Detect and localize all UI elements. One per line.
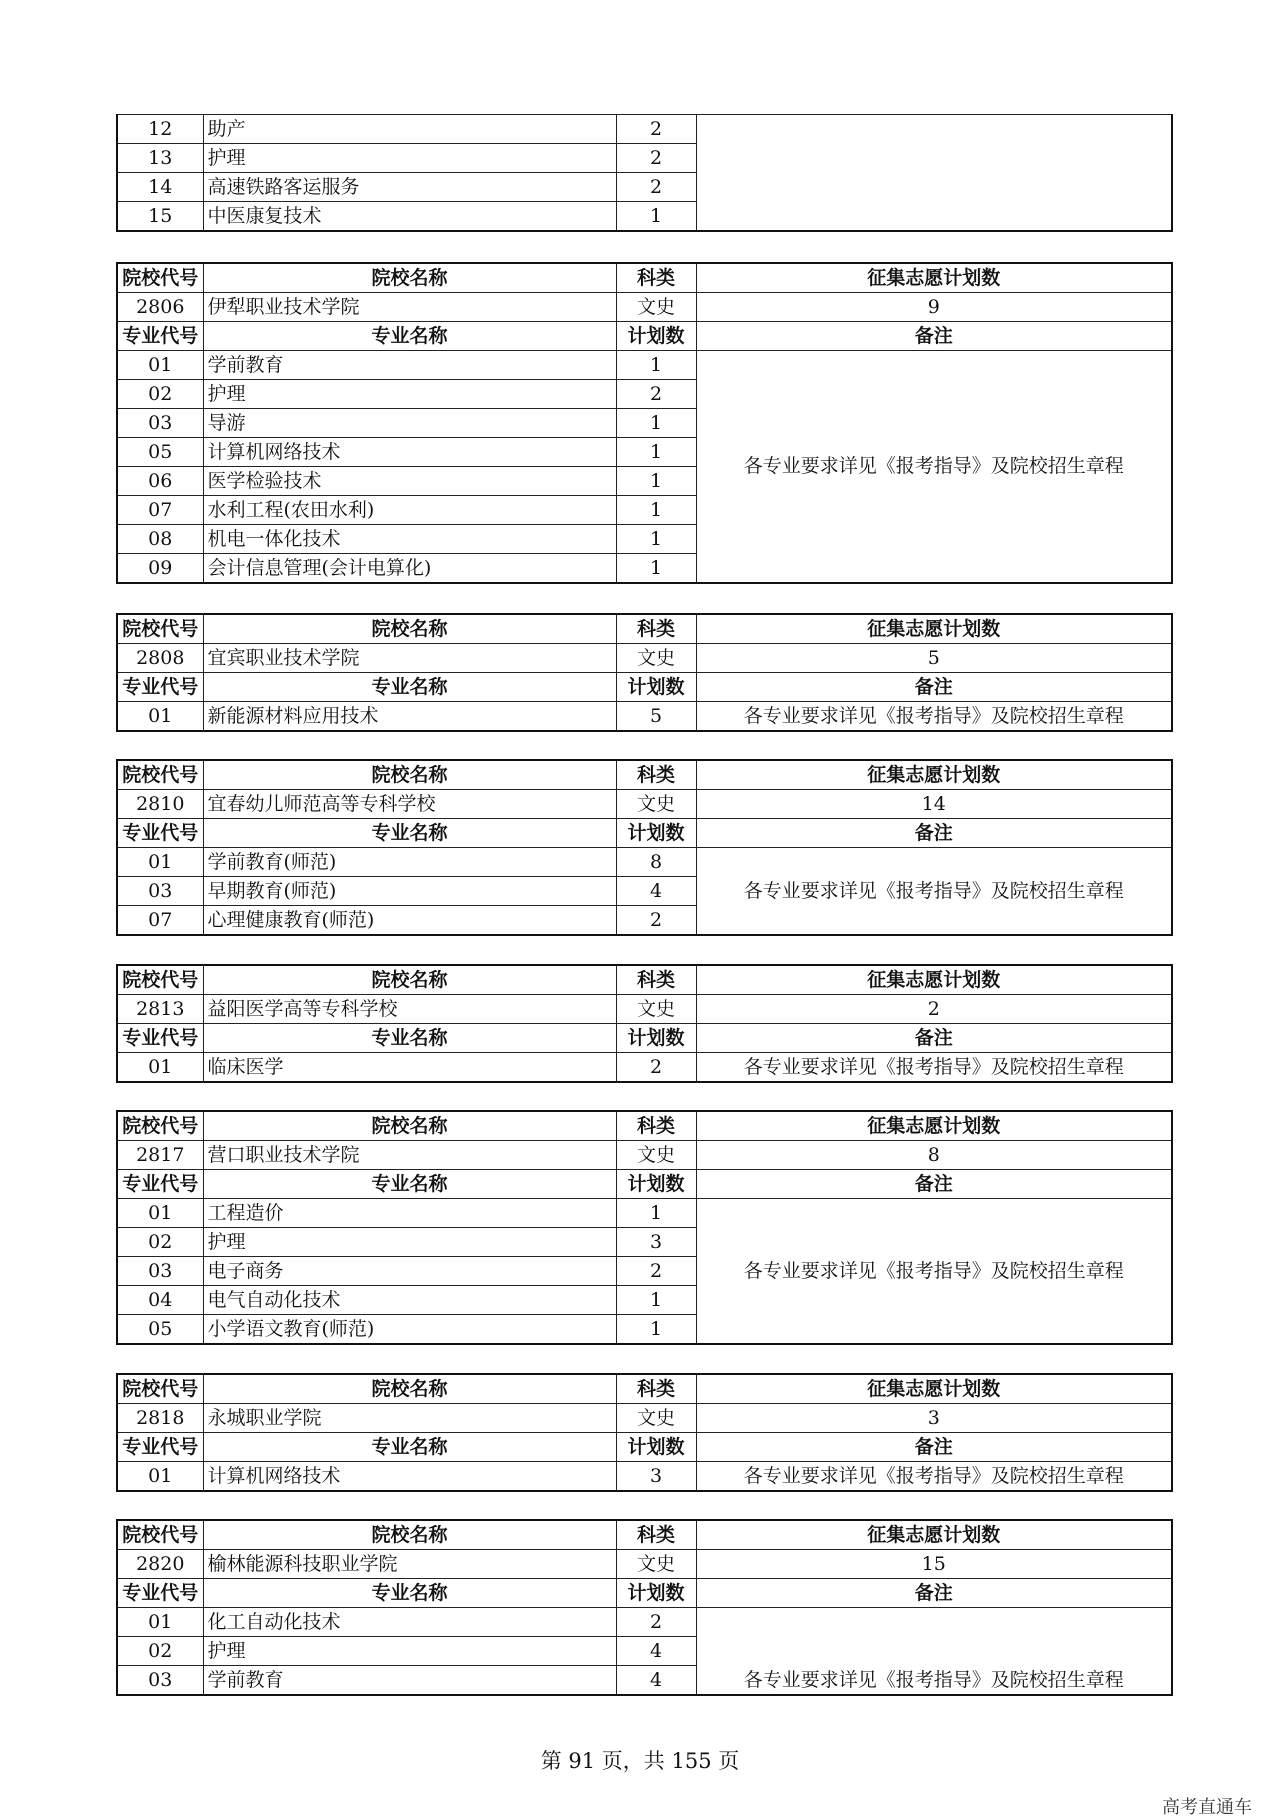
school-info-row <box>117 1404 1172 1433</box>
major-code-cell: 09 <box>117 554 203 584</box>
plan-count-header: 计划数 <box>616 1024 696 1053</box>
school-name-header: 院校名称 <box>203 614 616 644</box>
school-header-row <box>117 614 1172 644</box>
category-cell: 文史 <box>616 1141 696 1170</box>
plan-count-cell: 1 <box>616 351 696 380</box>
school-name-header: 院校名称 <box>203 760 616 790</box>
plan-total-cell: 14 <box>696 790 1172 819</box>
plan-count-header: 计划数 <box>616 819 696 848</box>
category-cell: 文史 <box>616 644 696 673</box>
major-name-cell: 临床医学 <box>203 1053 616 1083</box>
remark-cell: 各专业要求详见《报考指导》及院校招生章程 <box>696 1053 1172 1083</box>
school-header-row <box>117 263 1172 293</box>
plan-count-cell: 2 <box>616 1257 696 1286</box>
major-code-cell: 01 <box>117 1608 203 1637</box>
category-cell: 文史 <box>616 1550 696 1579</box>
major-name-header: 专业名称 <box>203 322 616 351</box>
remark-cell: 各专业要求详见《报考指导》及院校招生章程 <box>696 848 1172 936</box>
table-row <box>117 1199 1172 1228</box>
remark-cell: 各专业要求详见《报考指导》及院校招生章程 <box>696 351 1172 584</box>
plan-count-cell: 1 <box>616 202 696 232</box>
remark-cell: 各专业要求详见《报考指导》及院校招生章程 <box>696 1462 1172 1492</box>
major-name-cell: 水利工程(农田水利) <box>203 496 616 525</box>
plan-count-cell: 1 <box>616 554 696 584</box>
major-name-cell: 会计信息管理(会计电算化) <box>203 554 616 584</box>
major-name-cell: 中医康复技术 <box>203 202 616 232</box>
plan-count-cell: 2 <box>616 115 696 144</box>
school-info-row <box>117 790 1172 819</box>
major-code-cell: 03 <box>117 1666 203 1696</box>
plan-total-cell: 3 <box>696 1404 1172 1433</box>
table-row <box>117 702 1172 732</box>
major-code-cell: 03 <box>117 1257 203 1286</box>
school-name-header: 院校名称 <box>203 1374 616 1404</box>
school-code-cell: 2808 <box>117 644 203 673</box>
school-code-cell: 2817 <box>117 1141 203 1170</box>
plan-count-cell: 4 <box>616 1666 696 1696</box>
school-name-cell: 营口职业技术学院 <box>203 1141 616 1170</box>
continued-major-table <box>116 114 1173 232</box>
remark-header: 备注 <box>696 819 1172 848</box>
category-header: 科类 <box>616 263 696 293</box>
plan-count-cell: 2 <box>616 173 696 202</box>
major-name-cell: 护理 <box>203 380 616 409</box>
plan-count-cell: 5 <box>616 702 696 732</box>
school-code-header: 院校代号 <box>117 1374 203 1404</box>
remark-header: 备注 <box>696 322 1172 351</box>
school-code-cell: 2818 <box>117 1404 203 1433</box>
category-header: 科类 <box>616 965 696 995</box>
remark-cell: 各专业要求详见《报考指导》及院校招生章程 <box>696 1608 1172 1696</box>
major-code-cell: 05 <box>117 1315 203 1345</box>
major-code-cell: 03 <box>117 877 203 906</box>
major-code-cell: 05 <box>117 438 203 467</box>
major-code-cell: 03 <box>117 409 203 438</box>
major-code-cell: 15 <box>117 202 203 232</box>
major-name-cell: 电气自动化技术 <box>203 1286 616 1315</box>
major-header-row <box>117 819 1172 848</box>
major-code-cell: 08 <box>117 525 203 554</box>
school-info-row <box>117 995 1172 1024</box>
major-code-header: 专业代号 <box>117 673 203 702</box>
major-name-cell: 助产 <box>203 115 616 144</box>
major-name-cell: 护理 <box>203 144 616 173</box>
school-code-header: 院校代号 <box>117 760 203 790</box>
major-code-cell: 02 <box>117 1228 203 1257</box>
major-code-cell: 01 <box>117 702 203 732</box>
school-info-row <box>117 644 1172 673</box>
school-header-row <box>117 1374 1172 1404</box>
major-code-cell: 04 <box>117 1286 203 1315</box>
major-name-cell: 计算机网络技术 <box>203 1462 616 1492</box>
school-table <box>116 759 1173 936</box>
major-code-cell: 01 <box>117 848 203 877</box>
watermark: 高考直通车 <box>1162 1797 1252 1818</box>
school-name-cell: 宜春幼儿师范高等专科学校 <box>203 790 616 819</box>
plan-count-cell: 8 <box>616 848 696 877</box>
plan-total-header: 征集志愿计划数 <box>696 1374 1172 1404</box>
school-name-cell: 榆林能源科技职业学院 <box>203 1550 616 1579</box>
major-code-header: 专业代号 <box>117 1170 203 1199</box>
remark-header: 备注 <box>696 1024 1172 1053</box>
major-code-cell: 07 <box>117 906 203 936</box>
major-name-cell: 导游 <box>203 409 616 438</box>
major-code-header: 专业代号 <box>117 819 203 848</box>
plan-count-cell: 2 <box>616 1053 696 1083</box>
school-code-header: 院校代号 <box>117 1520 203 1550</box>
major-name-cell: 医学检验技术 <box>203 467 616 496</box>
plan-count-cell: 1 <box>616 467 696 496</box>
major-name-cell: 机电一体化技术 <box>203 525 616 554</box>
school-name-header: 院校名称 <box>203 1111 616 1141</box>
category-header: 科类 <box>616 614 696 644</box>
plan-count-cell: 1 <box>616 1315 696 1345</box>
major-name-header: 专业名称 <box>203 1170 616 1199</box>
major-name-cell: 新能源材料应用技术 <box>203 702 616 732</box>
plan-total-cell: 5 <box>696 644 1172 673</box>
plan-total-cell: 9 <box>696 293 1172 322</box>
plan-count-cell: 1 <box>616 1199 696 1228</box>
major-name-header: 专业名称 <box>203 1024 616 1053</box>
school-code-header: 院校代号 <box>117 965 203 995</box>
major-name-header: 专业名称 <box>203 1433 616 1462</box>
school-header-row <box>117 760 1172 790</box>
major-code-header: 专业代号 <box>117 1433 203 1462</box>
school-table <box>116 1373 1173 1492</box>
major-name-cell: 学前教育 <box>203 1666 616 1696</box>
major-code-header: 专业代号 <box>117 1579 203 1608</box>
category-cell: 文史 <box>616 790 696 819</box>
major-name-cell: 高速铁路客运服务 <box>203 173 616 202</box>
school-code-cell: 2813 <box>117 995 203 1024</box>
school-code-cell: 2806 <box>117 293 203 322</box>
school-header-row <box>117 1111 1172 1141</box>
major-name-cell: 工程造价 <box>203 1199 616 1228</box>
school-table <box>116 262 1173 584</box>
table-row <box>117 1462 1172 1492</box>
major-code-cell: 13 <box>117 144 203 173</box>
major-code-cell: 01 <box>117 351 203 380</box>
school-header-row <box>117 1520 1172 1550</box>
plan-count-header: 计划数 <box>616 673 696 702</box>
school-code-header: 院校代号 <box>117 263 203 293</box>
major-name-header: 专业名称 <box>203 673 616 702</box>
table-row <box>117 848 1172 877</box>
category-header: 科类 <box>616 1111 696 1141</box>
plan-count-cell: 1 <box>616 438 696 467</box>
major-header-row <box>117 1433 1172 1462</box>
major-code-cell: 02 <box>117 380 203 409</box>
major-name-cell: 学前教育 <box>203 351 616 380</box>
table-row <box>117 351 1172 380</box>
plan-count-cell: 1 <box>616 1286 696 1315</box>
remark-cell <box>696 115 1172 232</box>
plan-count-cell: 2 <box>616 1608 696 1637</box>
plan-count-cell: 4 <box>616 1637 696 1666</box>
remark-cell: 各专业要求详见《报考指导》及院校招生章程 <box>696 702 1172 732</box>
category-header: 科类 <box>616 760 696 790</box>
major-header-row <box>117 1170 1172 1199</box>
table-row <box>117 1053 1172 1083</box>
school-code-cell: 2810 <box>117 790 203 819</box>
category-cell: 文史 <box>616 1404 696 1433</box>
major-header-row <box>117 1024 1172 1053</box>
plan-count-cell: 3 <box>616 1462 696 1492</box>
major-name-cell: 小学语文教育(师范) <box>203 1315 616 1345</box>
school-name-cell: 伊犁职业技术学院 <box>203 293 616 322</box>
school-name-cell: 永城职业学院 <box>203 1404 616 1433</box>
plan-count-cell: 2 <box>616 906 696 936</box>
category-cell: 文史 <box>616 293 696 322</box>
plan-count-header: 计划数 <box>616 322 696 351</box>
plan-total-header: 征集志愿计划数 <box>696 760 1172 790</box>
school-table <box>116 613 1173 732</box>
plan-total-header: 征集志愿计划数 <box>696 1111 1172 1141</box>
plan-total-header: 征集志愿计划数 <box>696 1520 1172 1550</box>
school-code-header: 院校代号 <box>117 1111 203 1141</box>
major-code-cell: 07 <box>117 496 203 525</box>
major-code-cell: 02 <box>117 1637 203 1666</box>
category-cell: 文史 <box>616 995 696 1024</box>
major-header-row <box>117 1579 1172 1608</box>
remark-header: 备注 <box>696 1170 1172 1199</box>
major-name-cell: 学前教育(师范) <box>203 848 616 877</box>
major-name-header: 专业名称 <box>203 819 616 848</box>
school-table <box>116 964 1173 1083</box>
plan-total-header: 征集志愿计划数 <box>696 965 1172 995</box>
major-code-cell: 01 <box>117 1462 203 1492</box>
school-info-row <box>117 1550 1172 1579</box>
major-header-row <box>117 673 1172 702</box>
major-code-cell: 14 <box>117 173 203 202</box>
school-name-header: 院校名称 <box>203 1520 616 1550</box>
major-name-cell: 计算机网络技术 <box>203 438 616 467</box>
plan-count-header: 计划数 <box>616 1579 696 1608</box>
school-code-header: 院校代号 <box>117 614 203 644</box>
school-info-row <box>117 1141 1172 1170</box>
table-row <box>117 1608 1172 1637</box>
school-name-header: 院校名称 <box>203 263 616 293</box>
remark-header: 备注 <box>696 1579 1172 1608</box>
plan-count-cell: 3 <box>616 1228 696 1257</box>
plan-total-cell: 15 <box>696 1550 1172 1579</box>
major-name-cell: 化工自动化技术 <box>203 1608 616 1637</box>
category-header: 科类 <box>616 1374 696 1404</box>
major-name-cell: 护理 <box>203 1637 616 1666</box>
major-code-cell: 01 <box>117 1053 203 1083</box>
remark-cell: 各专业要求详见《报考指导》及院校招生章程 <box>696 1199 1172 1345</box>
major-name-header: 专业名称 <box>203 1579 616 1608</box>
plan-count-header: 计划数 <box>616 1170 696 1199</box>
plan-count-cell: 1 <box>616 525 696 554</box>
major-name-cell: 早期教育(师范) <box>203 877 616 906</box>
school-info-row <box>117 293 1172 322</box>
plan-count-cell: 2 <box>616 144 696 173</box>
school-name-cell: 宜宾职业技术学院 <box>203 644 616 673</box>
major-code-cell: 01 <box>117 1199 203 1228</box>
category-header: 科类 <box>616 1520 696 1550</box>
remark-header: 备注 <box>696 673 1172 702</box>
school-header-row <box>117 965 1172 995</box>
plan-total-cell: 2 <box>696 995 1172 1024</box>
major-name-cell: 电子商务 <box>203 1257 616 1286</box>
major-code-cell: 12 <box>117 115 203 144</box>
major-name-cell: 心理健康教育(师范) <box>203 906 616 936</box>
school-name-cell: 益阳医学高等专科学校 <box>203 995 616 1024</box>
school-table <box>116 1519 1173 1696</box>
remark-header: 备注 <box>696 1433 1172 1462</box>
plan-count-cell: 1 <box>616 409 696 438</box>
plan-total-header: 征集志愿计划数 <box>696 614 1172 644</box>
major-code-header: 专业代号 <box>117 322 203 351</box>
page-number: 第 91 页，共 155 页 <box>540 1749 740 1773</box>
major-code-cell: 06 <box>117 467 203 496</box>
major-header-row <box>117 322 1172 351</box>
plan-total-header: 征集志愿计划数 <box>696 263 1172 293</box>
plan-total-cell: 8 <box>696 1141 1172 1170</box>
school-name-header: 院校名称 <box>203 965 616 995</box>
school-table <box>116 1110 1173 1345</box>
plan-count-cell: 2 <box>616 380 696 409</box>
major-code-header: 专业代号 <box>117 1024 203 1053</box>
plan-count-header: 计划数 <box>616 1433 696 1462</box>
plan-count-cell: 4 <box>616 877 696 906</box>
plan-count-cell: 1 <box>616 496 696 525</box>
major-name-cell: 护理 <box>203 1228 616 1257</box>
table-row <box>117 115 1172 144</box>
school-code-cell: 2820 <box>117 1550 203 1579</box>
